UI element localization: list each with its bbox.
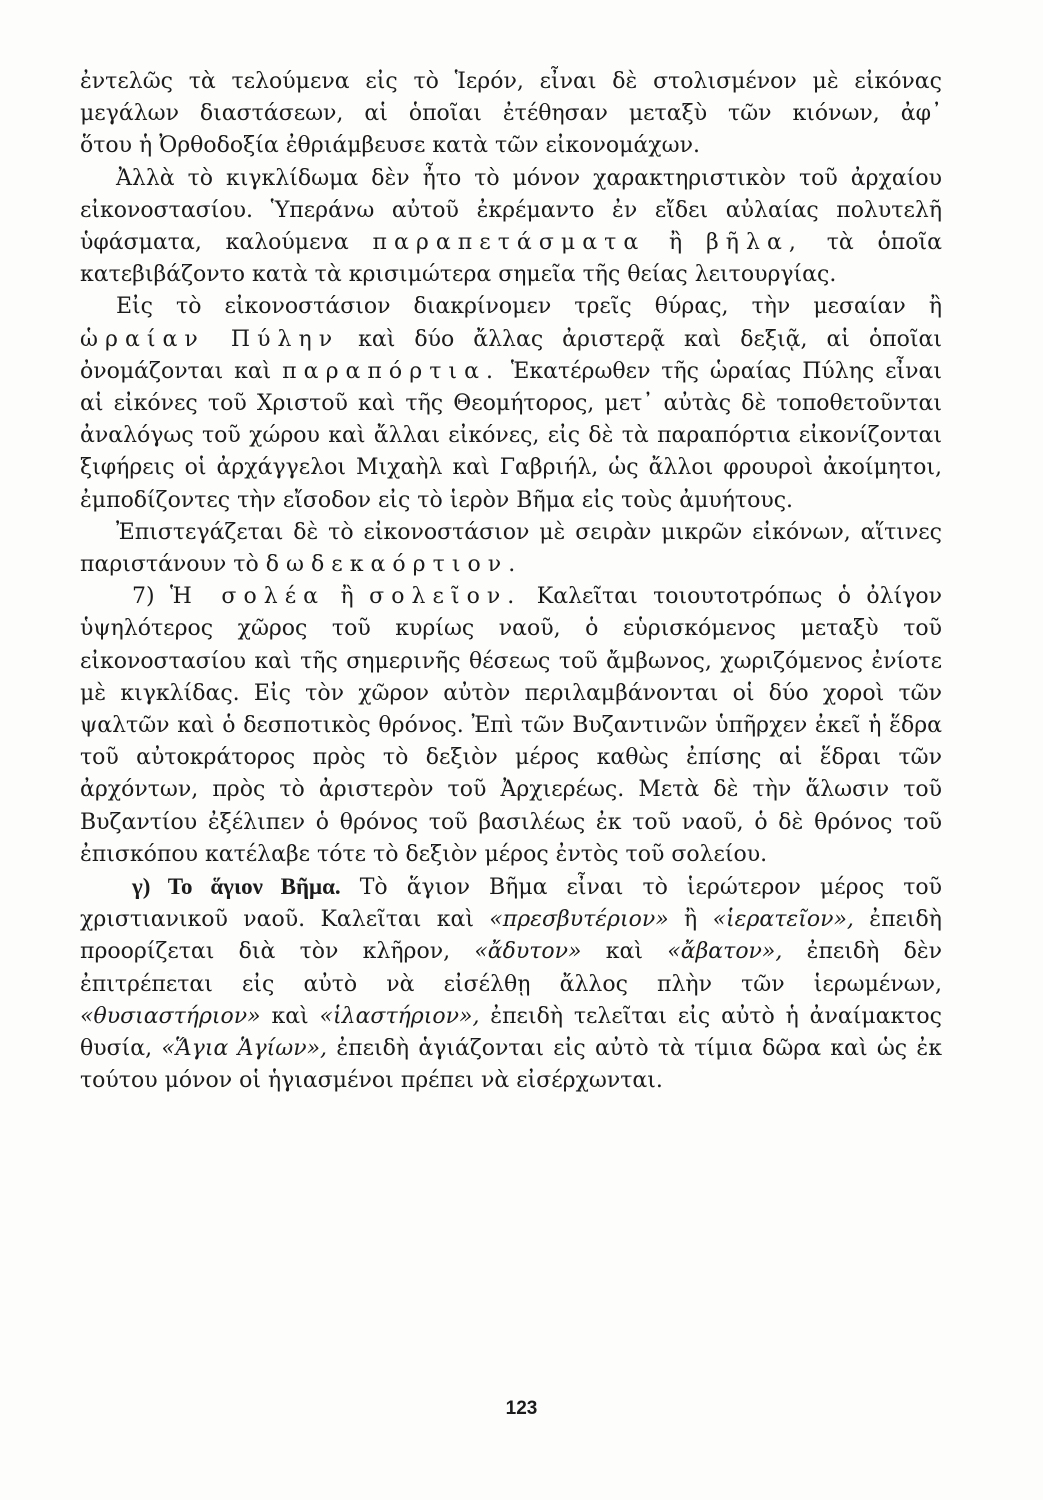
term-oraia-pyli: ὡραίαν Πύλην [80, 326, 340, 352]
bema-text-5: ἐπειδὴ δὲν ἐπιτρέπεται εἰς αὐτὸ νὰ εἰσέλθῃ ἄλλος πλὴν τῶν ἱερωμένων, [80, 939, 943, 997]
bema-text-6: καὶ [271, 1003, 309, 1029]
item-number: 7) [132, 584, 155, 610]
or-word: ἢ [669, 230, 683, 256]
quote-presbyterion: «πρεσβυτέριον» [489, 907, 669, 933]
bema-text-3: ἐπειδὴ προορίζεται διὰ τὸν κλῆρον, [80, 907, 942, 965]
paragraph-continuation-end [80, 130, 942, 162]
or-word-2: ἢ [340, 584, 354, 610]
paragraph-solea [80, 581, 942, 871]
paragraph-icons-row [80, 517, 942, 581]
paragraph-continuation [80, 66, 942, 130]
term-vila: βῆλα, [706, 230, 803, 256]
page-number: 123 [505, 1398, 538, 1419]
line-2: μεγάλων διαστάσεων, αἱ ὁποῖαι ἐτέθησαν μεταξὺ τῶν κιόνων, ἀφ᾿ [80, 101, 942, 127]
term-soleion: σολεῖον. [369, 584, 522, 610]
paragraph-curtains [80, 163, 942, 292]
bema-text-4: καὶ [605, 939, 643, 965]
bema-text-2: ἢ [684, 907, 698, 933]
curtains-text-end: τὰ ὁποῖα κατεβιβάζοντο κατὰ τὰ κρισιμώτερα σημεῖα τῆς θείας λειτουργίας. [80, 230, 942, 288]
term-paraportia: παραπόρτια. [282, 358, 501, 384]
quote-thysiastirion: «θυσιαστήριον» [80, 1003, 261, 1029]
quote-ierateion: «ἱερατεῖον», [712, 907, 854, 933]
line-3: ὅτου ἡ Ὀρθοδοξία ἐθριάμβευσε κατὰ τῶν εἰκονομάχων. [80, 133, 700, 159]
doors-text-mid: καὶ δύο ἄλλας ἀριστερᾷ καὶ δεξιᾷ, αἱ ὁποῖαι ὀνομάζονται καὶ [80, 326, 942, 384]
term-solea: Ἡ σολέα [170, 584, 326, 610]
quote-avaton: «ἄβατον», [667, 939, 783, 965]
body-text [80, 66, 942, 1098]
quote-agia-agion: «Ἅγια Ἁγίων», [161, 1036, 328, 1062]
icons-row-text: Ἐπιστεγάζεται δὲ τὸ εἰκονοστάσιον μὲ σειρὰν μικρῶν εἰκόνων, αἵτινες παριστάνουν τὸ [80, 519, 942, 578]
solea-text: Καλεῖται τοιουτοτρόπως ὁ ὀλίγον ὑψηλότερος χῶρος τοῦ κυρίως ναοῦ, ὁ εὑρισκόμενος μεταξὺ τοῦ εἰκονοστασίου καὶ τῆς σημερινῆς θέσεως τοῦ ἄμβωνος, χωριζόμενος ἐνίοτε μὲ κιγκλίδας. Εἰς τὸν χῶρον αὐτὸν περιλαμβάνονται οἱ δύο χοροὶ τῶν ψαλτῶν καὶ ὁ δεσποτικὸς θρόνος. Ἐπὶ τῶν Βυζαντινῶν ὑπῆρχεν ἐκεῖ ἡ ἕδρα τοῦ αὐτοκράτορος πρὸς τὸ δεξιὸν μέρος καθὼς ἐπίσης αἱ ἕδραι τῶν ἀρχόντων, πρὸς τὸ ἀριστερὸν τοῦ Ἀρχιερέως. Μετὰ δὲ τὴν ἅλωσιν τοῦ Βυζαντίου ἐξέλιπεν ὁ θρόνος τοῦ βασιλέως ἐκ τοῦ ναοῦ, ὁ δὲ θρόνος τοῦ ἐπισκόπου κατέλαβε τότε τὸ δεξιὸν μέρος ἐντὸς τοῦ σολείου. [80, 584, 942, 867]
curtains-text-start: Ἀλλὰ τὸ κιγκλίδωμα δὲν ἦτο τὸ μόνον χαρακτηριστικὸν τοῦ ἀρχαίου εἰκονοστασίου. Ὑπεράνω αὐτοῦ ἐκρέμαντο ἐν εἴδει αὐλαίας πολυτελῆ ὑφάσματα, καλούμενα [80, 165, 942, 256]
bema-text-1: Τὸ ἅγιον Βῆμα εἶναι τὸ ἱερώτερον μέρος τοῦ χριστιανικοῦ ναοῦ. Καλεῖται καὶ [80, 875, 942, 933]
doors-text-end: Ἑκατέρωθεν τῆς ὡραίας Πύλης εἶναι αἱ εἰκόνες τοῦ Χριστοῦ καὶ τῆς Θεομήτορος, μετ᾿ αὐτὰς δὲ τοποθετοῦνται ἀναλόγως τοῦ χώρου καὶ ἄλλαι εἰκόνες, εἰς δὲ τὰ παραπόρτια εἰκονίζονται ξιφήρεις οἱ ἀρχάγγελοι Μιχαὴλ καὶ Γαβριήλ, ὡς ἄλλοι φρουροὶ ἀκοίμητοι, ἐμποδίζοντες τὴν εἴσοδον εἰς τὸ ἱερὸν Βῆμα εἰς τοὺς ἀμυήτους. [80, 358, 942, 513]
paragraph-holy-bema [80, 871, 942, 1097]
line-1: ἐντελῶς τὰ τελούμενα εἰς τὸ Ἱερόν, εἶναι δὲ στολισμένον μὲ εἰκόνας [80, 69, 942, 94]
paragraph-doors [80, 291, 942, 516]
quote-ilastirion: «ἱλαστήριον», [319, 1003, 480, 1029]
doors-text-start: Εἰς τὸ εἰκονοστάσιον διακρίνομεν τρεῖς θύρας, τὴν μεσαίαν ἢ [116, 294, 942, 320]
bema-text-7: ἐπειδὴ τελεῖται εἰς αὐτὸ ἡ ἀναίμακτος θυσία, [80, 1003, 942, 1062]
term-parapetasmata: παραπετάσματα [372, 230, 646, 256]
bema-text-8: ἐπειδὴ ἁγιάζονται εἰς αὐτὸ τὰ τίμια δῶρα καὶ ὡς ἐκ τούτου μόνον οἱ ἡγιασμένοι πρέπει νὰ εἰσέρχωνται. [80, 1036, 942, 1094]
section-heading: γ) Το ἅγιον Βῆμα. [132, 874, 341, 900]
term-dodekaortion: δωδεκαόρτιον. [265, 552, 523, 578]
quote-adyton: «ἄδυτον» [474, 939, 582, 965]
